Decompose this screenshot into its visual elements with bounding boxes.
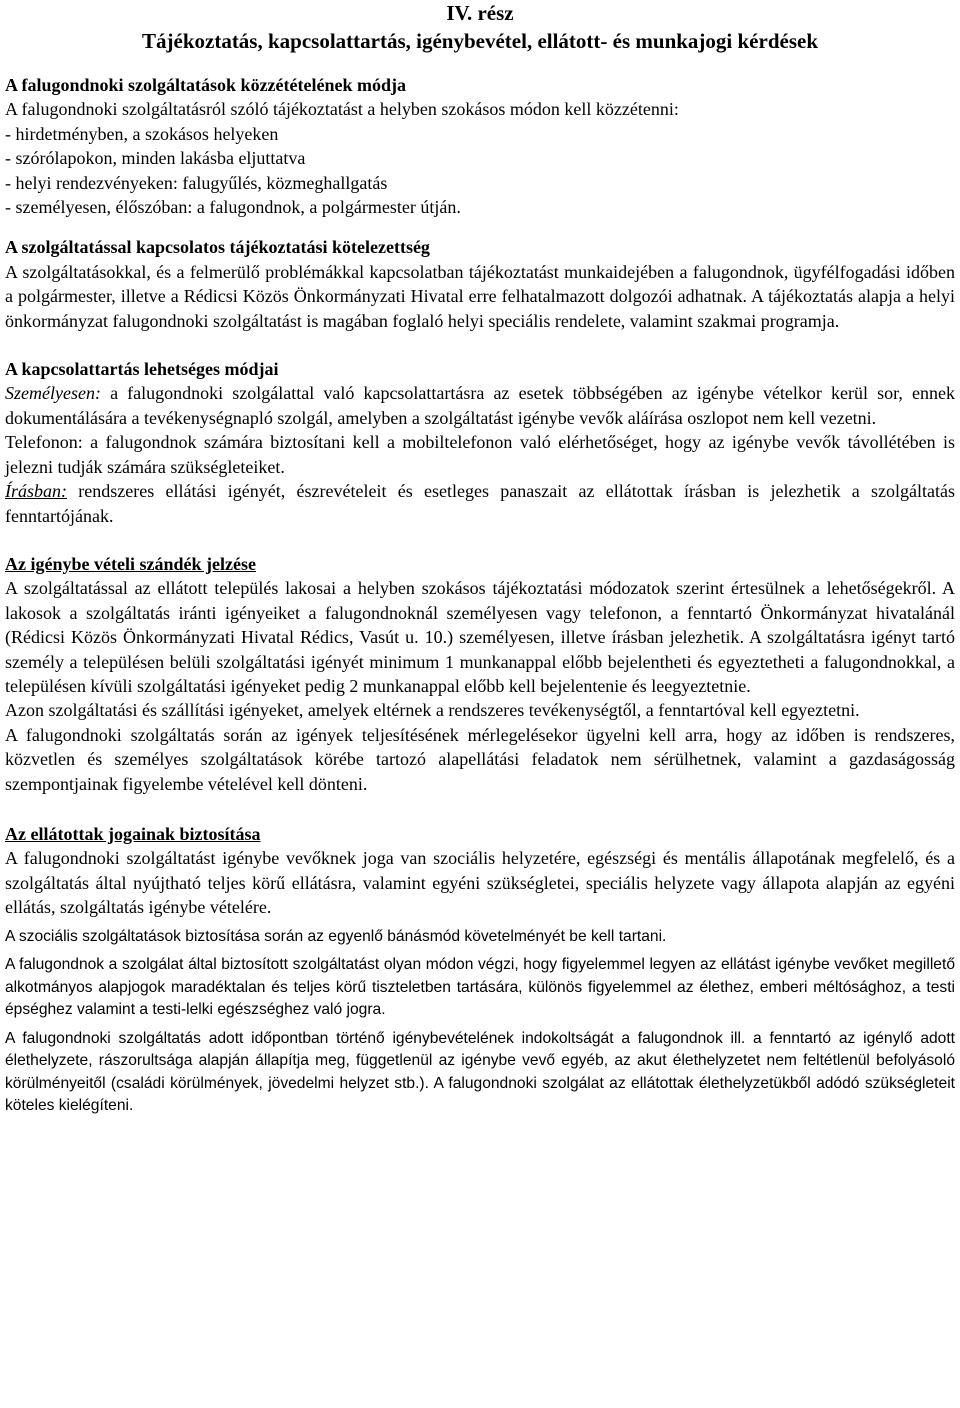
inline-label: Személyesen: [5, 383, 101, 404]
list-item: - helyi rendezvényeken: falugyűlés, közmeghallgatás [5, 172, 388, 193]
paragraph: A falugondnok a szolgálat által biztosított szolgáltatást olyan módon végzi, hogy figyelemmel legyen az ellátást igénybe vevőket megillető alkotmányos alapjogok maradéktalan és teljes körű tiszteletben tartására, különös figyelemmel az élethez, emberi méltósághoz, a testi épséghez valamint a testi-lelki egészséghez való jogra. [5, 956, 955, 1019]
section-contact-methods [5, 357, 955, 528]
section-client-rights [5, 822, 955, 1118]
list-item: - szórólapokon, minden lakásba eljuttatva [5, 148, 306, 169]
part-number: IV. rész [446, 1, 514, 25]
section-publication [5, 73, 955, 219]
paragraph-text: rendszeres ellátási igényét, észrevételeit és esetleges panaszait az ellátottak írásban is jelezhetik a szolgáltatás fenntartójának. [5, 481, 955, 526]
list-item: - hirdetményben, a szokásos helyeken [5, 123, 279, 144]
paragraph: Telefonon: a falugondnok számára biztosítani kell a mobiltelefonon való elérhetőséget, hogy az igénybe vevők távollétében is jelezni tudják számára szükségleteiket. [5, 432, 955, 477]
paragraph: Azon szolgáltatási és szállítási igényeket, amelyek eltérnek a rendszeres tevékenységtől, a fenntartóval kell egyeztetni. [5, 700, 860, 721]
paragraph [5, 381, 955, 430]
section-heading: Az ellátottak jogainak biztosítása [5, 823, 261, 844]
paragraph: A falugondnoki szolgáltatást igénybe vevőknek joga van szociális helyzetére, egészségi és mentális állapotának megfelelő, és a szolgáltatás által nyújtható teljes körű ellátásra, valamint egyéni szükségletei, speciális helyzete vagy állapota alapján az egyéni ellátás, szolgáltatás igénybe vételére. [5, 848, 955, 918]
list-item: - személyesen, élőszóban: a falugondnok, a polgármester útján. [5, 197, 461, 218]
paragraph: A szociális szolgáltatások biztosítása során az egyenlő bánásmód követelményét be kell tartani. [5, 927, 667, 945]
section-information-duty [5, 235, 955, 333]
inline-label: Írásban: [5, 481, 67, 502]
section-heading: A szolgáltatással kapcsolatos tájékoztatási kötelezettség [5, 237, 430, 258]
section-heading: Az igénybe vételi szándék jelzése [5, 553, 256, 574]
section-heading: A kapcsolattartás lehetséges módjai [5, 359, 279, 380]
paragraph: A falugondnoki szolgáltatás során az igények teljesítésének mérlegelésekor ügyelni kell arra, hogy az időben is rendszeres, közvetlen és személyes szolgáltatások körébe tartozó alapellátási feladatok nem sérülhetnek, valamint a gazdaságosság szempontjainak figyelembe vételével kell dönteni. [5, 724, 955, 794]
page-title: Tájékoztatás, kapcsolattartás, igénybevétel, ellátott- és munkajogi kérdések [142, 29, 818, 53]
paragraph: A szolgáltatásokkal, és a felmerülő problémákkal kapcsolatban tájékoztatást munkaidejében a falugondnok, ügyfélfogadási időben a polgármester, illetve a Rédicsi Közös Önkormányzati Hivatal erre felhatalmazott dolgozói adhatnak. A tájékoztatás alapja a helyi önkormányzat falugondnoki szolgáltatást is magában foglaló helyi speciális rendelete, valamint szakmai programja. [5, 261, 955, 331]
paragraph: A falugondnoki szolgáltatásról szóló tájékoztatást a helyben szokásos módon kell közzétenni: [5, 99, 679, 120]
paragraph [5, 479, 955, 528]
paragraph: A szolgáltatással az ellátott település lakosai a helyben szokásos tájékoztatási módozatok szerint értesülnek a lehetőségekről. A lakosok a szolgáltatás iránti igényeiket a falugondnoknál személyesen vagy telefonon, a fenntartó Önkormányzat hivatalánál (Rédicsi Közös Önkormányzati Hivatal Rédics, Vasút u. 10.) személyesen, illetve írásban jelezhetik. A szolgáltatásra igényt tartó személy a településen belüli szolgáltatási igényét minimum 1 munkanappal előbb bejelentheti és egyeztetheti a falugondnokkal, a településen kívüli szolgáltatási igényeket pedig 2 munkanappal előbb kell bejelentenie és leegyeztetnie. [5, 578, 955, 696]
paragraph: A falugondnoki szolgáltatás adott időpontban történő igénybevételének indokoltságát a falugondnok ill. a fenntartó az igénylő adott élethelyzete, rászorultsága alapján állapítja meg, függetlenül az igénybe vevő egyéb, az akut élethelyzetet nem feltétlenül befolyásoló körülményeitől (családi körülmények, jövedelmi helyzet stb.). A falugondnoki szolgálat az ellátottak élethelyzetükből adódó szükségleteit köteles kielégíteni. [5, 1029, 955, 1115]
section-heading: A falugondnoki szolgáltatások közzétételének módja [5, 75, 407, 95]
section-intent-signal [5, 552, 955, 796]
paragraph-text: a falugondnoki szolgálattal való kapcsolattartásra az esetek többségében az igénybe vételkor kerül sor, ennek dokumentálására a tevékenységnapló szolgál, amelyben a szolgáltatást igénybe vevők aláírása oszlopot nem kell vezetni. [5, 383, 955, 428]
